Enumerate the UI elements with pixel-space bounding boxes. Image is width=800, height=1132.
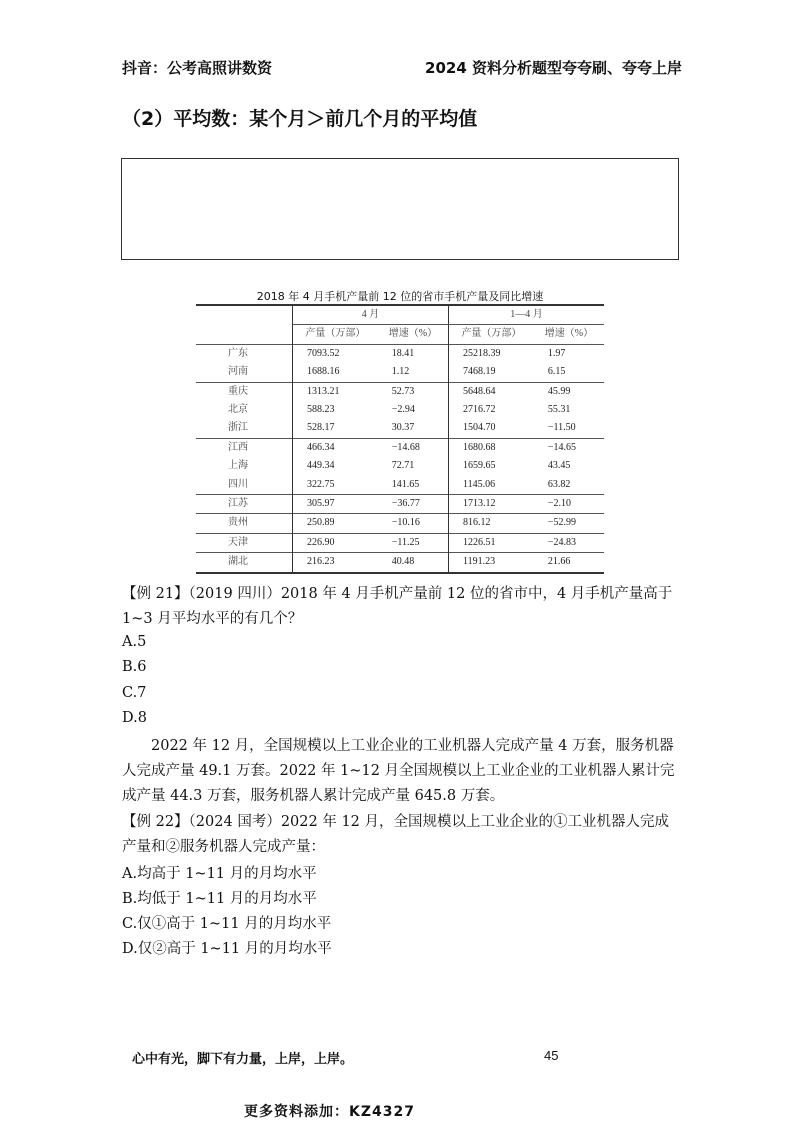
q22-option-d: D.仅②高于 1~11 月的月均水平 [122, 941, 332, 957]
group-header-jan-apr: 1—4 月 [449, 305, 604, 325]
table-cell: −11.50 [547, 422, 576, 434]
table-row [196, 457, 604, 475]
table-row [196, 533, 604, 552]
table-cell: 40.48 [378, 553, 449, 573]
table-cell: 21.66 [534, 553, 604, 573]
row-province: 浙江 [196, 419, 293, 438]
table-cell: −11.25 [378, 533, 449, 552]
row-province: 广东 [196, 344, 293, 363]
table-row [196, 344, 604, 363]
table-row [196, 495, 604, 514]
table-cell: 141.65 [378, 476, 449, 495]
q21-option-d: D.8 [122, 710, 147, 726]
table-cell: −14.65 [534, 438, 604, 457]
table-cell: 7093.52 [293, 344, 378, 363]
q21-option-a: A.5 [122, 634, 147, 650]
q22-option-a: A.均高于 1~11 月的月均水平 [122, 866, 317, 882]
table-cell: 55.31 [547, 404, 571, 416]
table-cell: 466.34 [293, 438, 378, 457]
table-cell: 216.23 [293, 553, 378, 573]
table-corner-2 [196, 325, 293, 344]
group-header-april: 4 月 [293, 305, 449, 325]
q22-option-c: C.仅①高于 1~11 月的月均水平 [122, 916, 332, 932]
table-cell: 1688.16 [307, 366, 340, 378]
question-21-stem: 【例 21】（2019 四川）2018 年 4 月手机产量前 12 位的省市中，4 月手机产量高于 1~3 月平均水平的有几个？ [122, 586, 673, 627]
sub-header: 产量（万部） [461, 328, 522, 340]
table-cell: 1191.23 [449, 553, 534, 573]
table-cell: −52.99 [534, 514, 604, 533]
table-cell: 43.45 [547, 460, 571, 472]
table-body [196, 344, 604, 572]
header-left: 抖音：公考高照讲数资 [122, 59, 273, 77]
sub-header: 增速（%） [544, 328, 594, 340]
table-row [196, 553, 604, 573]
table-cell: −24.83 [534, 533, 604, 552]
table-row [196, 514, 604, 533]
table-cell: 322.75 [307, 478, 335, 490]
row-province: 天津 [196, 533, 293, 552]
table-cell: −36.77 [378, 495, 449, 514]
table-cell: −2.10 [534, 495, 604, 514]
table-cell: 1504.70 [463, 422, 496, 434]
sub-header: 产量（万部） [305, 328, 366, 340]
table-row [196, 476, 604, 495]
table-cell: 2716.72 [463, 404, 496, 416]
row-province: 湖北 [196, 553, 293, 573]
row-province: 上海 [196, 457, 293, 475]
header-right: 2024 资料分析题型夸夸刷、夸夸上岸 [425, 59, 682, 77]
table-cell: 1680.68 [449, 438, 534, 457]
table-cell: 1145.06 [463, 478, 496, 490]
q21-option-c: C.7 [122, 685, 147, 701]
table-cell: 1659.65 [463, 460, 496, 472]
row-province: 江西 [196, 438, 293, 457]
data-table [196, 304, 604, 574]
footer-slogan: 心中有光，脚下有力量，上岸，上岸。 [132, 1052, 354, 1067]
table-cell: 250.89 [293, 514, 378, 533]
table-title: 2018 年 4 月手机产量前 12 位的省市手机产量及同比增速 [256, 290, 544, 303]
row-province: 河南 [196, 363, 293, 382]
table-cell: 30.37 [378, 419, 449, 438]
table-cell: 816.12 [449, 514, 534, 533]
page-number: 45 [544, 1048, 559, 1063]
question-22-stem: 【例 22】（2024 国考）2022 年 12 月，全国规模以上工业企业的①工业机器人完成产量和②服务机器人完成产量： [122, 814, 669, 855]
table-cell: −10.16 [378, 514, 449, 533]
row-province: 北京 [196, 401, 293, 419]
data-paragraph: 2022 年 12 月，全国规模以上工业企业的工业机器人完成产量 4 万套，服务机器人完成产量 49.1 万套。2022 年 1~12 月全国规模以上工业企业的工业机器人累计完成产量 44.3 万套，服务机器人累计完成产量 645.8 万套。 [122, 738, 675, 804]
table-cell: 449.34 [307, 460, 335, 472]
table-cell: 72.71 [378, 457, 449, 475]
table-cell: 18.41 [378, 344, 449, 363]
table-row [196, 401, 604, 419]
row-province: 重庆 [196, 382, 293, 401]
blank-note-box [121, 158, 679, 260]
table-cell: 5648.64 [449, 382, 534, 401]
table-row [196, 438, 604, 457]
table-cell: 25218.39 [449, 344, 534, 363]
footer-contact: 更多资料添加：KZ4327 [244, 1104, 415, 1120]
sub-header: 增速（%） [378, 325, 449, 344]
table-row [196, 382, 604, 401]
table-corner [196, 305, 293, 325]
table-cell: 7468.19 [463, 366, 496, 378]
table-cell: 528.17 [307, 422, 335, 434]
q21-option-b: B.6 [122, 659, 147, 675]
table-cell: 1226.51 [449, 533, 534, 552]
table-cell: −2.94 [378, 401, 449, 419]
table-cell: 52.73 [378, 382, 449, 401]
table-cell: 45.99 [534, 382, 604, 401]
section-title: （2）平均数：某个月＞前几个月的平均值 [122, 108, 478, 130]
table-cell: 305.97 [293, 495, 378, 514]
table-cell: 1313.21 [293, 382, 378, 401]
table-cell: 63.82 [547, 478, 571, 490]
table-row [196, 363, 604, 382]
table-cell: 1.12 [378, 363, 449, 382]
row-province: 四川 [196, 476, 293, 495]
row-province: 江苏 [196, 495, 293, 514]
q22-option-b: B.均低于 1~11 月的月均水平 [122, 891, 317, 907]
table-row [196, 419, 604, 438]
table-cell: −14.68 [378, 438, 449, 457]
table-cell: 588.23 [307, 404, 335, 416]
table-cell: 226.90 [293, 533, 378, 552]
table-cell: 1.97 [534, 344, 604, 363]
row-province: 贵州 [196, 514, 293, 533]
table-cell: 6.15 [547, 366, 566, 378]
table-cell: 1713.12 [449, 495, 534, 514]
